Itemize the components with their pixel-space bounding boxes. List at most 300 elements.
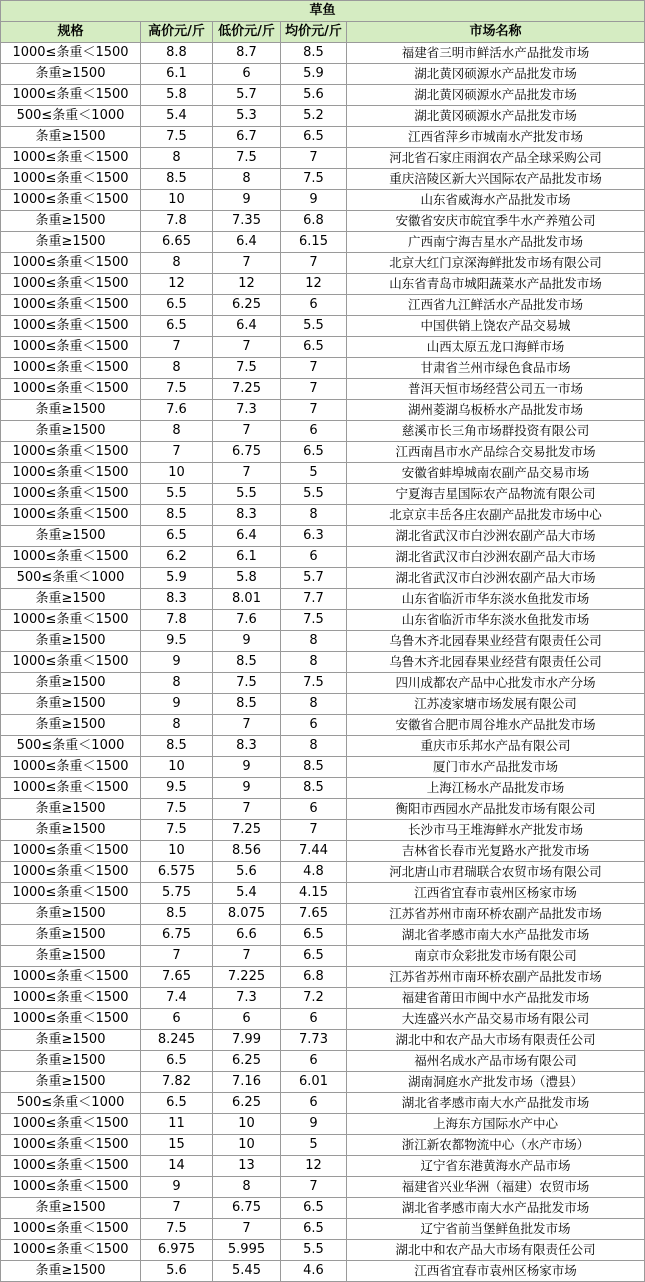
avg-price-cell: 9 [281, 1114, 347, 1135]
high-price-cell: 5.5 [141, 484, 213, 505]
high-price-cell: 7.82 [141, 1072, 213, 1093]
low-price-cell: 9 [213, 757, 281, 778]
market-cell: 衡阳市西园水产品批发市场有限公司 [347, 799, 645, 820]
avg-price-cell: 6 [281, 715, 347, 736]
avg-price-cell: 5.6 [281, 85, 347, 106]
table-row [1, 1156, 645, 1177]
avg-price-cell: 4.6 [281, 1261, 347, 1282]
avg-price-cell: 8 [281, 505, 347, 526]
market-cell: 山西太原五龙口海鲜市场 [347, 337, 645, 358]
high-price-cell: 8 [141, 673, 213, 694]
avg-price-cell: 6 [281, 1051, 347, 1072]
table-row [1, 400, 645, 421]
low-price-cell: 6 [213, 1009, 281, 1030]
high-price-cell: 7 [141, 1198, 213, 1219]
spec-cell: 1000≤条重＜1500 [1, 1219, 141, 1240]
low-price-cell: 6.25 [213, 295, 281, 316]
high-price-cell: 7.5 [141, 1219, 213, 1240]
low-price-cell: 6.75 [213, 1198, 281, 1219]
table-row [1, 379, 645, 400]
spec-cell: 条重≥1500 [1, 211, 141, 232]
spec-cell: 1000≤条重＜1500 [1, 253, 141, 274]
spec-cell: 条重≥1500 [1, 400, 141, 421]
spec-cell: 1000≤条重＜1500 [1, 1156, 141, 1177]
market-cell: 湖南洞庭水产批发市场（澧县） [347, 1072, 645, 1093]
market-cell: 福建省三明市鲜活水产品批发市场 [347, 43, 645, 64]
high-price-cell: 5.9 [141, 568, 213, 589]
low-price-cell: 7.6 [213, 610, 281, 631]
avg-price-cell: 5 [281, 463, 347, 484]
market-cell: 福建省兴业华洲（福建）农贸市场 [347, 1177, 645, 1198]
high-price-cell: 7 [141, 442, 213, 463]
avg-price-cell: 5.7 [281, 568, 347, 589]
table-row [1, 1072, 645, 1093]
market-cell: 普洱天恒市场经营公司五一市场 [347, 379, 645, 400]
high-price-cell: 8.5 [141, 505, 213, 526]
market-cell: 江西省宜春市袁州区杨家市场 [347, 883, 645, 904]
table-row [1, 946, 645, 967]
table-row [1, 799, 645, 820]
spec-cell: 条重≥1500 [1, 820, 141, 841]
spec-cell: 条重≥1500 [1, 421, 141, 442]
avg-price-cell: 7.73 [281, 1030, 347, 1051]
avg-price-cell: 8 [281, 694, 347, 715]
spec-cell: 条重≥1500 [1, 946, 141, 967]
spec-cell: 条重≥1500 [1, 589, 141, 610]
avg-price-cell: 6.15 [281, 232, 347, 253]
market-cell: 厦门市水产品批发市场 [347, 757, 645, 778]
header-row [1, 22, 645, 43]
low-price-cell: 7 [213, 463, 281, 484]
spec-cell: 1000≤条重＜1500 [1, 316, 141, 337]
market-cell: 河北省石家庄雨润农产品全球采购公司 [347, 148, 645, 169]
high-price-cell: 8 [141, 148, 213, 169]
spec-cell: 1000≤条重＜1500 [1, 1135, 141, 1156]
high-price-cell: 8.8 [141, 43, 213, 64]
low-price-cell: 8 [213, 1177, 281, 1198]
table-row [1, 106, 645, 127]
low-price-cell: 5.7 [213, 85, 281, 106]
table-row [1, 988, 645, 1009]
high-price-cell: 5.75 [141, 883, 213, 904]
table-row [1, 1030, 645, 1051]
market-cell: 上海东方国际水产中心 [347, 1114, 645, 1135]
avg-price-cell: 6 [281, 1009, 347, 1030]
market-cell: 辽宁省东港黄海水产品市场 [347, 1156, 645, 1177]
high-price-cell: 6.975 [141, 1240, 213, 1261]
avg-price-cell: 7 [281, 148, 347, 169]
table-row [1, 673, 645, 694]
spec-cell: 条重≥1500 [1, 694, 141, 715]
low-price-cell: 8.5 [213, 694, 281, 715]
table-row [1, 568, 645, 589]
spec-cell: 条重≥1500 [1, 904, 141, 925]
avg-price-cell: 7 [281, 253, 347, 274]
spec-cell: 条重≥1500 [1, 715, 141, 736]
low-price-cell: 10 [213, 1135, 281, 1156]
high-price-cell: 9 [141, 694, 213, 715]
high-price-cell: 8 [141, 253, 213, 274]
avg-price-cell: 5.5 [281, 484, 347, 505]
market-cell: 吉林省长春市光复路水产批发市场 [347, 841, 645, 862]
low-price-cell: 5.45 [213, 1261, 281, 1282]
low-price-cell: 7.3 [213, 988, 281, 1009]
market-cell: 江西省萍乡市城南水产批发市场 [347, 127, 645, 148]
market-cell: 浙江新农都物流中心（水产市场） [347, 1135, 645, 1156]
spec-cell: 1000≤条重＜1500 [1, 85, 141, 106]
low-price-cell: 6.4 [213, 232, 281, 253]
market-cell: 安徽省安庆市皖宜季牛水产养殖公司 [347, 211, 645, 232]
table-row [1, 1198, 645, 1219]
low-price-cell: 7.25 [213, 820, 281, 841]
table-row [1, 190, 645, 211]
low-price-cell: 7 [213, 799, 281, 820]
high-price-cell: 9 [141, 652, 213, 673]
high-price-cell: 6.5 [141, 1093, 213, 1114]
market-cell: 乌鲁木齐北园春果业经营有限责任公司 [347, 652, 645, 673]
market-cell: 湖北中和农产品大市场有限责任公司 [347, 1030, 645, 1051]
spec-cell: 1000≤条重＜1500 [1, 463, 141, 484]
low-price-cell: 6.7 [213, 127, 281, 148]
high-price-cell: 9.5 [141, 778, 213, 799]
spec-cell: 1000≤条重＜1500 [1, 988, 141, 1009]
spec-cell: 条重≥1500 [1, 526, 141, 547]
spec-cell: 条重≥1500 [1, 799, 141, 820]
avg-price-cell: 4.8 [281, 862, 347, 883]
spec-cell: 条重≥1500 [1, 1051, 141, 1072]
avg-price-cell: 7.5 [281, 169, 347, 190]
high-price-cell: 7.8 [141, 211, 213, 232]
market-cell: 江西省宜春市袁州区杨家市场 [347, 1261, 645, 1282]
avg-price-cell: 12 [281, 1156, 347, 1177]
table-row [1, 1093, 645, 1114]
high-price-cell: 5.4 [141, 106, 213, 127]
high-price-cell: 7.5 [141, 799, 213, 820]
spec-cell: 1000≤条重＜1500 [1, 148, 141, 169]
table-row [1, 421, 645, 442]
table-row [1, 715, 645, 736]
high-price-cell: 7 [141, 337, 213, 358]
market-cell: 广西南宁海吉星水产品批发市场 [347, 232, 645, 253]
high-price-cell: 5.8 [141, 85, 213, 106]
low-price-cell: 6.25 [213, 1093, 281, 1114]
low-price-cell: 5.5 [213, 484, 281, 505]
table-row [1, 43, 645, 64]
high-price-cell: 8.5 [141, 169, 213, 190]
avg-price-cell: 6.5 [281, 946, 347, 967]
market-cell: 福州名成水产品市场有限公司 [347, 1051, 645, 1072]
low-price-cell: 5.995 [213, 1240, 281, 1261]
low-price-cell: 7.5 [213, 148, 281, 169]
market-cell: 湖北省孝感市南大水产品批发市场 [347, 1198, 645, 1219]
spec-cell: 1000≤条重＜1500 [1, 1009, 141, 1030]
table-row [1, 316, 645, 337]
column-header-market: 市场名称 [347, 22, 645, 43]
spec-cell: 条重≥1500 [1, 127, 141, 148]
market-cell: 湖北中和农产品大市场有限责任公司 [347, 1240, 645, 1261]
avg-price-cell: 6.8 [281, 211, 347, 232]
avg-price-cell: 6.01 [281, 1072, 347, 1093]
avg-price-cell: 6.5 [281, 337, 347, 358]
table-row [1, 1219, 645, 1240]
market-cell: 湖北省武汉市白沙洲农副产品大市场 [347, 547, 645, 568]
market-cell: 江西省九江鲜活水产品批发市场 [347, 295, 645, 316]
high-price-cell: 8 [141, 715, 213, 736]
avg-price-cell: 7 [281, 1177, 347, 1198]
high-price-cell: 6.5 [141, 526, 213, 547]
market-cell: 湖北省孝感市南大水产品批发市场 [347, 1093, 645, 1114]
low-price-cell: 8.075 [213, 904, 281, 925]
high-price-cell: 7.5 [141, 379, 213, 400]
avg-price-cell: 6 [281, 295, 347, 316]
market-cell: 安徽省合肥市周谷堆水产品批发市场 [347, 715, 645, 736]
avg-price-cell: 8 [281, 652, 347, 673]
high-price-cell: 6.5 [141, 1051, 213, 1072]
low-price-cell: 8.01 [213, 589, 281, 610]
spec-cell: 1000≤条重＜1500 [1, 883, 141, 904]
low-price-cell: 7.16 [213, 1072, 281, 1093]
market-cell: 湖北黄冈硕源水产品批发市场 [347, 85, 645, 106]
avg-price-cell: 8.5 [281, 778, 347, 799]
spec-cell: 500≤条重＜1000 [1, 736, 141, 757]
high-price-cell: 7 [141, 946, 213, 967]
table-row [1, 841, 645, 862]
market-cell: 江西南昌市水产品综合交易批发市场 [347, 442, 645, 463]
low-price-cell: 6.6 [213, 925, 281, 946]
spec-cell: 500≤条重＜1000 [1, 106, 141, 127]
high-price-cell: 7.8 [141, 610, 213, 631]
market-cell: 湖北省武汉市白沙洲农副产品大市场 [347, 568, 645, 589]
spec-cell: 1000≤条重＜1500 [1, 1240, 141, 1261]
avg-price-cell: 9 [281, 190, 347, 211]
column-header-spec: 规格 [1, 22, 141, 43]
market-cell: 长沙市马王堆海鲜水产批发市场 [347, 820, 645, 841]
avg-price-cell: 7 [281, 820, 347, 841]
table-row [1, 1114, 645, 1135]
low-price-cell: 7.3 [213, 400, 281, 421]
avg-price-cell: 6.5 [281, 925, 347, 946]
spec-cell: 条重≥1500 [1, 673, 141, 694]
avg-price-cell: 6.8 [281, 967, 347, 988]
table-row [1, 337, 645, 358]
table-row [1, 1051, 645, 1072]
table-row [1, 589, 645, 610]
avg-price-cell: 12 [281, 274, 347, 295]
table-row [1, 1240, 645, 1261]
market-cell: 慈溪市长三角市场群投资有限公司 [347, 421, 645, 442]
low-price-cell: 7.25 [213, 379, 281, 400]
column-header-low-price: 低价元/斤 [213, 22, 281, 43]
table-body [1, 43, 645, 1282]
spec-cell: 1000≤条重＜1500 [1, 1114, 141, 1135]
market-cell: 北京京丰岳各庄农副产品批发市场中心 [347, 505, 645, 526]
high-price-cell: 12 [141, 274, 213, 295]
high-price-cell: 10 [141, 841, 213, 862]
market-cell: 甘肃省兰州市绿色食品市场 [347, 358, 645, 379]
low-price-cell: 6.25 [213, 1051, 281, 1072]
table-row [1, 274, 645, 295]
market-cell: 大连盛兴水产品交易市场有限公司 [347, 1009, 645, 1030]
avg-price-cell: 7.2 [281, 988, 347, 1009]
spec-cell: 500≤条重＜1000 [1, 568, 141, 589]
market-cell: 辽宁省前当堡鲜鱼批发市场 [347, 1219, 645, 1240]
table-row [1, 1177, 645, 1198]
spec-cell: 1000≤条重＜1500 [1, 295, 141, 316]
table-row [1, 1009, 645, 1030]
avg-price-cell: 5 [281, 1135, 347, 1156]
high-price-cell: 7.6 [141, 400, 213, 421]
market-cell: 山东省临沂市华东淡水鱼批发市场 [347, 589, 645, 610]
high-price-cell: 10 [141, 463, 213, 484]
spec-cell: 1000≤条重＜1500 [1, 547, 141, 568]
avg-price-cell: 7.5 [281, 673, 347, 694]
table-row [1, 211, 645, 232]
high-price-cell: 6.5 [141, 316, 213, 337]
market-cell: 河北唐山市君瑞联合农贸市场有限公司 [347, 862, 645, 883]
market-cell: 山东省青岛市城阳蔬菜水产品批发市场 [347, 274, 645, 295]
spec-cell: 1000≤条重＜1500 [1, 652, 141, 673]
spec-cell: 500≤条重＜1000 [1, 1093, 141, 1114]
low-price-cell: 5.4 [213, 883, 281, 904]
low-price-cell: 6.4 [213, 316, 281, 337]
market-cell: 山东省威海水产品批发市场 [347, 190, 645, 211]
avg-price-cell: 8 [281, 631, 347, 652]
low-price-cell: 7 [213, 946, 281, 967]
avg-price-cell: 5.2 [281, 106, 347, 127]
table-row [1, 442, 645, 463]
low-price-cell: 6 [213, 64, 281, 85]
avg-price-cell: 6.5 [281, 1198, 347, 1219]
spec-cell: 1000≤条重＜1500 [1, 610, 141, 631]
high-price-cell: 6.2 [141, 547, 213, 568]
avg-price-cell: 7.44 [281, 841, 347, 862]
table-row [1, 736, 645, 757]
avg-price-cell: 5.9 [281, 64, 347, 85]
market-cell: 湖北省武汉市白沙洲农副产品大市场 [347, 526, 645, 547]
title-row [1, 1, 645, 22]
table-row [1, 232, 645, 253]
table-row [1, 1261, 645, 1282]
low-price-cell: 7.35 [213, 211, 281, 232]
spec-cell: 条重≥1500 [1, 1261, 141, 1282]
spec-cell: 条重≥1500 [1, 64, 141, 85]
spec-cell: 1000≤条重＜1500 [1, 967, 141, 988]
table-row [1, 778, 645, 799]
low-price-cell: 7 [213, 337, 281, 358]
table-row [1, 967, 645, 988]
spec-cell: 1000≤条重＜1500 [1, 379, 141, 400]
low-price-cell: 9 [213, 778, 281, 799]
market-cell: 重庆涪陵区新大兴国际农产品批发市场 [347, 169, 645, 190]
high-price-cell: 8.5 [141, 904, 213, 925]
table-row [1, 505, 645, 526]
table-row [1, 148, 645, 169]
table-row [1, 484, 645, 505]
avg-price-cell: 7 [281, 400, 347, 421]
high-price-cell: 6.75 [141, 925, 213, 946]
high-price-cell: 6.5 [141, 295, 213, 316]
spec-cell: 条重≥1500 [1, 925, 141, 946]
table-row [1, 526, 645, 547]
table-row [1, 64, 645, 85]
spec-cell: 1000≤条重＜1500 [1, 337, 141, 358]
low-price-cell: 12 [213, 274, 281, 295]
high-price-cell: 8.3 [141, 589, 213, 610]
avg-price-cell: 6.3 [281, 526, 347, 547]
table-row [1, 652, 645, 673]
low-price-cell: 7.99 [213, 1030, 281, 1051]
avg-price-cell: 8.5 [281, 757, 347, 778]
table-row [1, 694, 645, 715]
spec-cell: 1000≤条重＜1500 [1, 778, 141, 799]
low-price-cell: 6.75 [213, 442, 281, 463]
low-price-cell: 7 [213, 421, 281, 442]
table-row [1, 547, 645, 568]
avg-price-cell: 7.7 [281, 589, 347, 610]
low-price-cell: 8.3 [213, 736, 281, 757]
spec-cell: 1000≤条重＜1500 [1, 274, 141, 295]
high-price-cell: 7.4 [141, 988, 213, 1009]
low-price-cell: 5.3 [213, 106, 281, 127]
table-row [1, 358, 645, 379]
low-price-cell: 10 [213, 1114, 281, 1135]
avg-price-cell: 5.5 [281, 316, 347, 337]
low-price-cell: 7.225 [213, 967, 281, 988]
spec-cell: 1000≤条重＜1500 [1, 841, 141, 862]
market-cell: 湖北省孝感市南大水产品批发市场 [347, 925, 645, 946]
spec-cell: 1000≤条重＜1500 [1, 484, 141, 505]
market-cell: 福建省莆田市闽中水产品批发市场 [347, 988, 645, 1009]
table-row [1, 295, 645, 316]
spec-cell: 1000≤条重＜1500 [1, 190, 141, 211]
low-price-cell: 5.6 [213, 862, 281, 883]
high-price-cell: 5.6 [141, 1261, 213, 1282]
spec-cell: 条重≥1500 [1, 1030, 141, 1051]
market-cell: 重庆市乐邦水产品有限公司 [347, 736, 645, 757]
avg-price-cell: 6 [281, 547, 347, 568]
column-header-high-price: 高价元/斤 [141, 22, 213, 43]
spec-cell: 1000≤条重＜1500 [1, 757, 141, 778]
low-price-cell: 8.56 [213, 841, 281, 862]
avg-price-cell: 6 [281, 421, 347, 442]
market-cell: 湖北黄冈硕源水产品批发市场 [347, 106, 645, 127]
market-cell: 山东省临沂市华东淡水鱼批发市场 [347, 610, 645, 631]
low-price-cell: 9 [213, 631, 281, 652]
high-price-cell: 8.5 [141, 736, 213, 757]
high-price-cell: 15 [141, 1135, 213, 1156]
high-price-cell: 8.245 [141, 1030, 213, 1051]
low-price-cell: 7.5 [213, 673, 281, 694]
high-price-cell: 9.5 [141, 631, 213, 652]
avg-price-cell: 5.5 [281, 1240, 347, 1261]
low-price-cell: 8.3 [213, 505, 281, 526]
low-price-cell: 7 [213, 1219, 281, 1240]
market-cell: 中国供销上饶农产品交易城 [347, 316, 645, 337]
high-price-cell: 7.65 [141, 967, 213, 988]
avg-price-cell: 4.15 [281, 883, 347, 904]
table-row [1, 757, 645, 778]
low-price-cell: 9 [213, 190, 281, 211]
market-cell: 安徽省蚌埠城南农副产品交易市场 [347, 463, 645, 484]
spec-cell: 条重≥1500 [1, 1198, 141, 1219]
high-price-cell: 10 [141, 757, 213, 778]
avg-price-cell: 7 [281, 358, 347, 379]
high-price-cell: 9 [141, 1177, 213, 1198]
avg-price-cell: 8.5 [281, 43, 347, 64]
low-price-cell: 8.5 [213, 652, 281, 673]
avg-price-cell: 7 [281, 379, 347, 400]
market-cell: 江苏省苏州市南环桥农副产品批发市场 [347, 904, 645, 925]
